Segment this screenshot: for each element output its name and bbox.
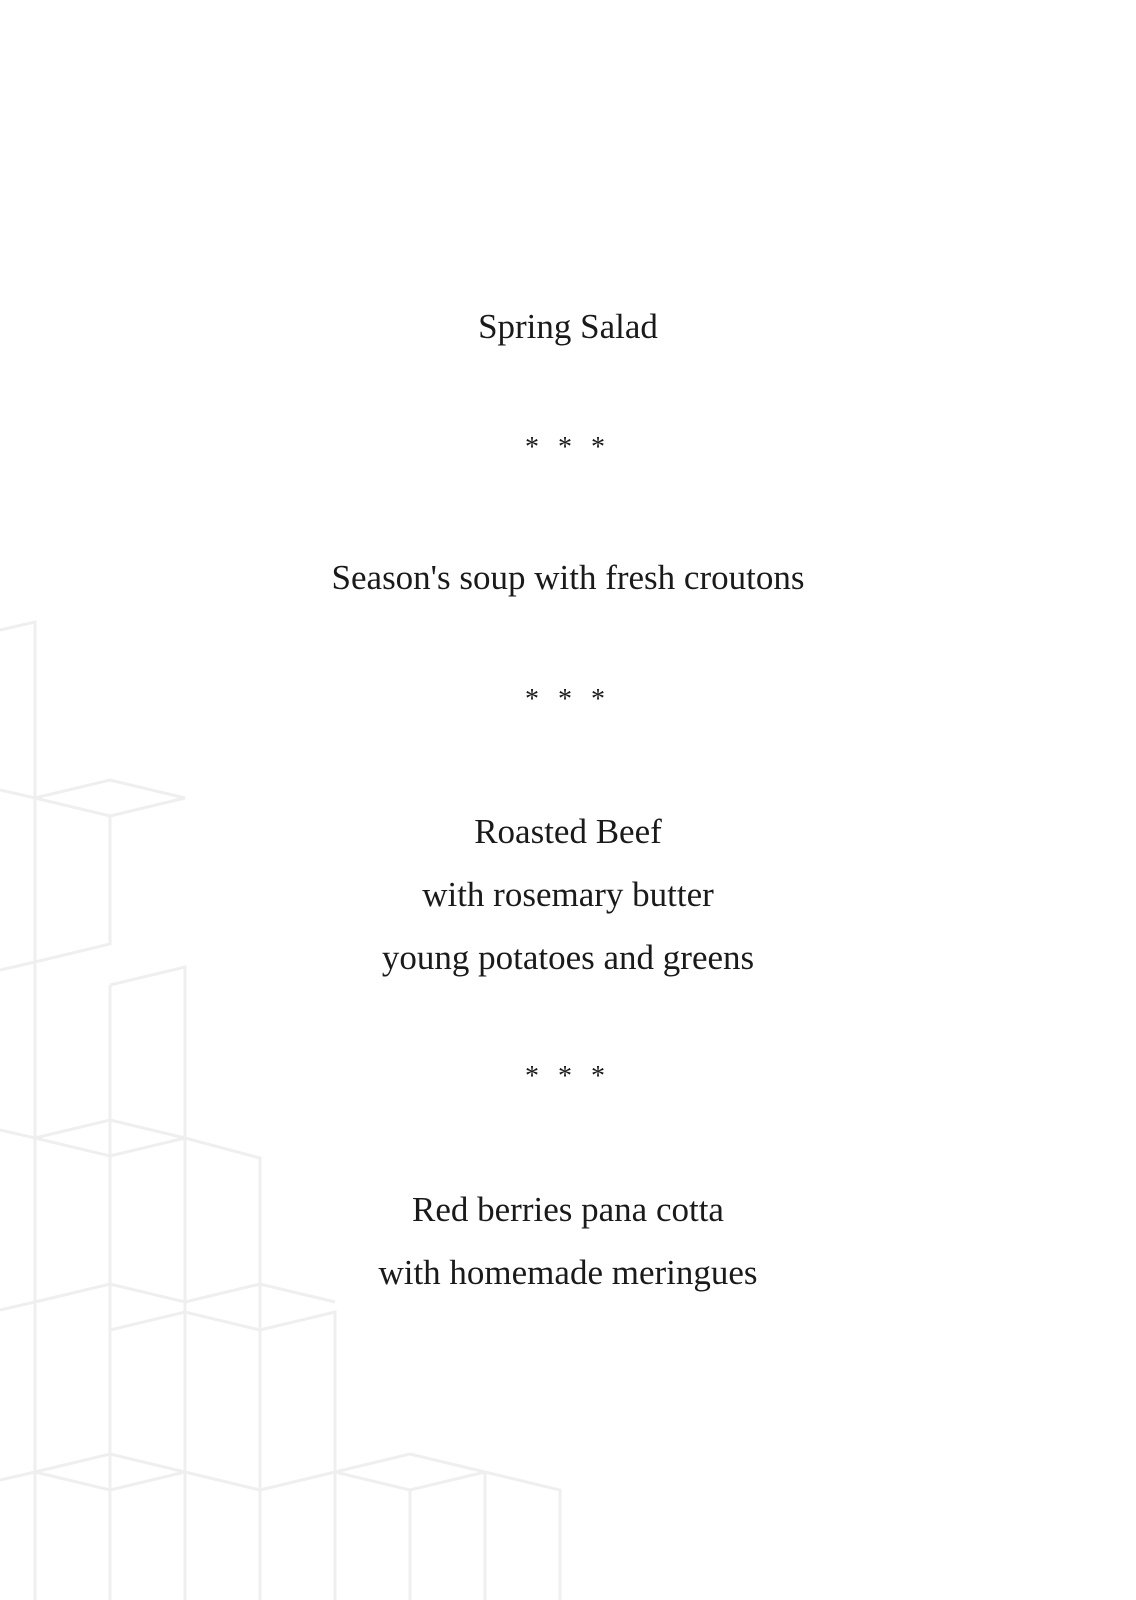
separator-stars: * * * [525,432,611,463]
course-pana-cotta-title: Red berries pana cotta [412,1190,724,1229]
course-roasted-beef-title: Roasted Beef [474,812,662,851]
course-seasons-soup: Season's soup with fresh croutons [331,558,805,597]
course-roasted-beef-sides: young potatoes and greens [381,938,755,977]
separator-stars: * * * [525,684,611,715]
course-spring-salad: Spring Salad [478,307,658,346]
separator-stars: * * * [525,1061,611,1092]
course-pana-cotta-detail: with homemade meringues [378,1253,758,1292]
course-roasted-beef-detail: with rosemary butter [422,875,714,914]
